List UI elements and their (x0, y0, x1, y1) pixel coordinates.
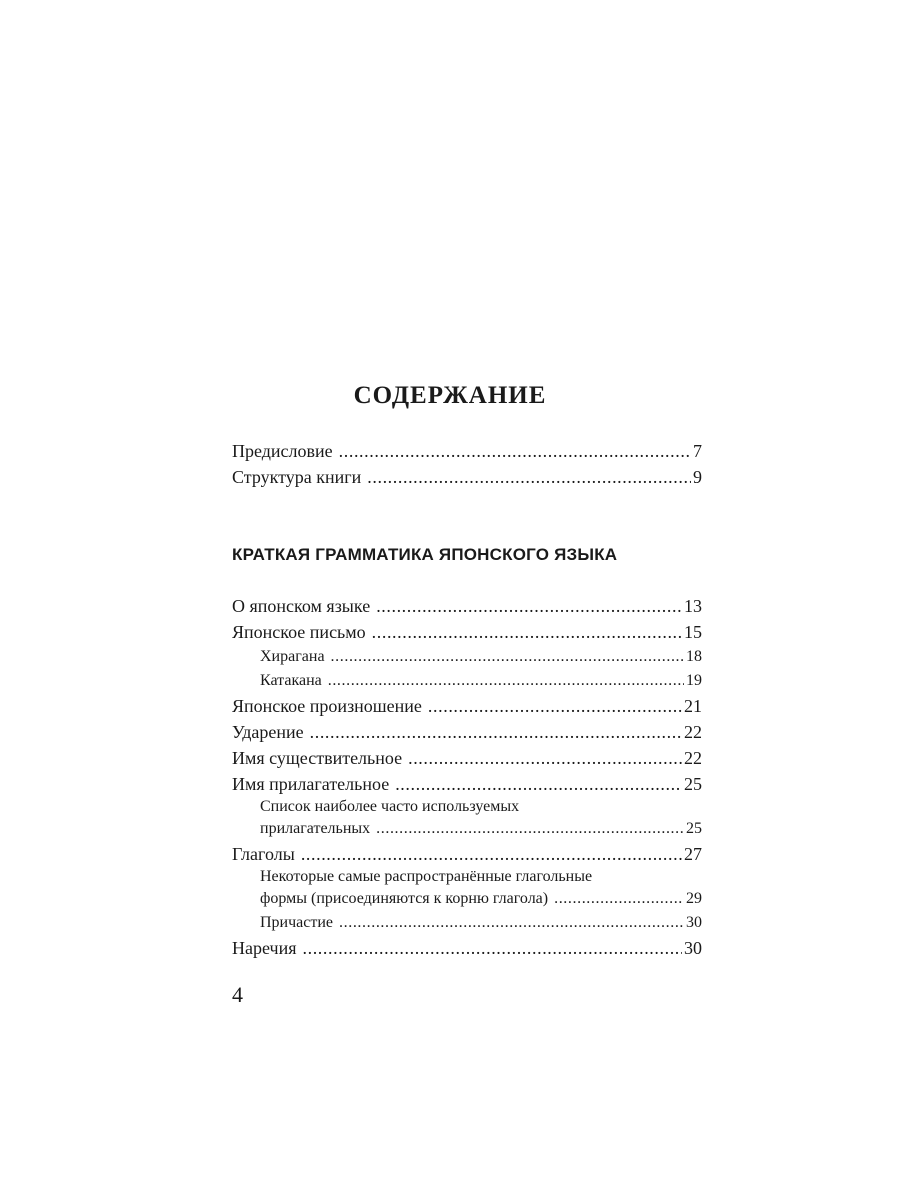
section-heading: КРАТКАЯ ГРАММАТИКА ЯПОНСКОГО ЯЗЫКА (232, 545, 618, 564)
toc-entry-label: Структура книги (232, 467, 362, 487)
toc-entry-label: Имя существительное (232, 748, 403, 768)
toc-entry-label: О японском языке (232, 596, 371, 616)
toc-entry-label: Глаголы (232, 844, 295, 864)
toc-entry[interactable] (232, 841, 702, 867)
toc-entry[interactable] (232, 745, 702, 771)
toc-entry-label-line1: Список наиболее часто используемых (260, 798, 520, 815)
toc-entry-label: Ударение (232, 722, 304, 742)
toc-entry-page: 22 (684, 722, 702, 742)
toc-entry-page: 27 (684, 844, 702, 864)
toc-entry[interactable] (232, 935, 702, 961)
dot-leader (328, 669, 684, 693)
toc-entry-label-line1: Некоторые самые распространённые глагольные (260, 868, 593, 885)
toc-entry-label: Наречия (232, 938, 297, 958)
dot-leader (376, 593, 682, 619)
dot-leader (331, 645, 684, 669)
toc-entry-page: 9 (693, 467, 702, 487)
dot-leader (554, 887, 684, 911)
toc-entry-page: 13 (684, 596, 702, 616)
toc-entry[interactable] (232, 771, 702, 797)
toc-entry-label: Предисловие (232, 441, 333, 461)
dot-leader (367, 464, 691, 490)
toc-subentry[interactable] (232, 669, 702, 693)
toc-entry-page: 18 (686, 648, 702, 665)
toc-entry-page: 30 (684, 938, 702, 958)
toc-entry-label-line2: формы (присоединяются к корню глагола) (260, 890, 549, 907)
toc-entry[interactable] (232, 593, 702, 619)
toc-entry-label: Японское произношение (232, 696, 422, 716)
toc-subentry[interactable] (232, 645, 702, 669)
toc-entry-page: 15 (684, 622, 702, 642)
page-number: 4 (232, 982, 243, 1007)
toc-entry-page: 7 (693, 441, 702, 461)
toc-entry-page: 22 (684, 748, 702, 768)
dot-leader (408, 745, 682, 771)
toc-entry-label: Имя прилагательное (232, 774, 390, 794)
toc-subentry[interactable] (232, 911, 702, 935)
toc-entry-label: Катакана (260, 672, 322, 689)
toc-entry[interactable] (232, 619, 702, 645)
dot-leader (339, 911, 684, 935)
dot-leader (372, 619, 682, 645)
dot-leader (303, 935, 683, 961)
toc-entry-label-line2: прилагательных (260, 820, 371, 837)
toc-entry-page: 19 (686, 672, 702, 689)
toc-entry-page: 29 (686, 890, 702, 907)
toc-subentry[interactable] (232, 797, 702, 841)
dot-leader (428, 693, 682, 719)
toc-entry-page: 25 (686, 820, 702, 837)
toc-entry-label: Хирагана (260, 648, 325, 665)
front-matter-toc (232, 438, 702, 490)
toc-entry-page: 21 (684, 696, 702, 716)
toc-entry[interactable] (232, 438, 702, 464)
page-title: СОДЕРЖАНИЕ (353, 382, 547, 409)
toc-entry-page: 25 (684, 774, 702, 794)
toc-entry[interactable] (232, 464, 702, 490)
dot-leader (301, 841, 682, 867)
toc-subentry[interactable] (232, 867, 702, 911)
dot-leader (376, 817, 684, 841)
toc-entry[interactable] (232, 719, 702, 745)
toc-entry-label: Причастие (260, 914, 334, 931)
dot-leader (339, 438, 691, 464)
dot-leader (395, 771, 682, 797)
grammar-toc (232, 593, 702, 961)
toc-entry-label: Японское письмо (232, 622, 366, 642)
toc-entry-page: 30 (686, 914, 702, 931)
dot-leader (310, 719, 682, 745)
toc-entry[interactable] (232, 693, 702, 719)
